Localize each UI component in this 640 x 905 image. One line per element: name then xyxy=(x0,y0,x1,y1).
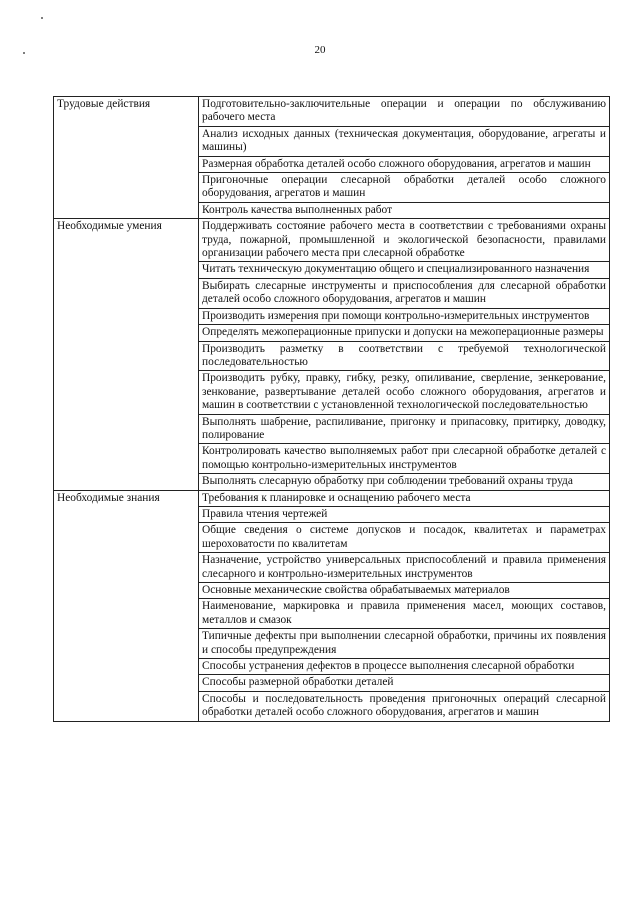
section-item: Контролировать качество выполняемых работ при слесарной обработке деталей с помощью контрольно-измерительных инструментов xyxy=(199,444,610,474)
section-label: Трудовые действия xyxy=(54,97,199,219)
section-item: Определять межоперационные припуски и допуски на межоперационные размеры xyxy=(199,325,610,341)
table-row xyxy=(54,97,610,127)
section-item: Выполнять шабрение, распиливание, пригонку и припасовку, притирку, доводку, полирование xyxy=(199,414,610,444)
table-row xyxy=(54,490,610,506)
section-item: Размерная обработка деталей особо сложного оборудования, агрегатов и машин xyxy=(199,156,610,172)
section-item: Общие сведения о системе допусков и посадок, квалитетах и параметрах шероховатости по квалитетам xyxy=(199,523,610,553)
section-item: Назначение, устройство универсальных приспособлений и правила применения слесарного и контрольно-измерительных инструментов xyxy=(199,553,610,583)
section-item: Читать техническую документацию общего и специализированного назначения xyxy=(199,262,610,278)
section-item: Выполнять слесарную обработку при соблюдении требований охраны труда xyxy=(199,474,610,490)
section-item: Способы и последовательность проведения пригоночных операций слесарной обработки деталей особо сложного оборудования, агрегатов и машин xyxy=(199,691,610,721)
competency-table xyxy=(53,96,610,722)
section-item: Способы размерной обработки деталей xyxy=(199,675,610,691)
section-item: Требования к планировке и оснащению рабочего места xyxy=(199,490,610,506)
scan-speck xyxy=(41,17,43,19)
page-number: 20 xyxy=(314,44,326,56)
section-item: Пригоночные операции слесарной обработки деталей особо сложного оборудования, агрегатов и машин xyxy=(199,173,610,203)
section-label: Необходимые знания xyxy=(54,490,199,721)
section-item: Основные механические свойства обрабатываемых материалов xyxy=(199,583,610,599)
section-item: Контроль качества выполненных работ xyxy=(199,202,610,218)
section-item: Типичные дефекты при выполнении слесарной обработки, причины их появления и способы предупреждения xyxy=(199,629,610,659)
table-row xyxy=(54,219,610,262)
section-item: Наименование, маркировка и правила применения масел, моющих составов, металлов и смазок xyxy=(199,599,610,629)
section-item: Анализ исходных данных (техническая документация, оборудование, агрегаты и машины) xyxy=(199,126,610,156)
section-item: Правила чтения чертежей xyxy=(199,506,610,522)
section-item: Производить измерения при помощи контрольно-измерительных инструментов xyxy=(199,308,610,324)
section-item: Выбирать слесарные инструменты и приспособления для слесарной обработки деталей особо сложного оборудования, агрегатов и машин xyxy=(199,278,610,308)
section-item: Поддерживать состояние рабочего места в соответствии с требованиями охраны труда, пожарной, промышленной и экологической безопасности, правилами организации рабочего места при слесарной обработке xyxy=(199,219,610,262)
section-item: Подготовительно-заключительные операции и операции по обслуживанию рабочего места xyxy=(199,97,610,127)
section-item: Производить разметку в соответствии с требуемой технологической последовательностью xyxy=(199,341,610,371)
section-item: Способы устранения дефектов в процессе выполнения слесарной обработки xyxy=(199,659,610,675)
section-label: Необходимые умения xyxy=(54,219,199,490)
section-item: Производить рубку, правку, гибку, резку, опиливание, сверление, зенкерование, зенкование, развертывание деталей особо сложного оборудования, агрегатов и машин в соответствии с установленной технологической последовательностью xyxy=(199,371,610,414)
